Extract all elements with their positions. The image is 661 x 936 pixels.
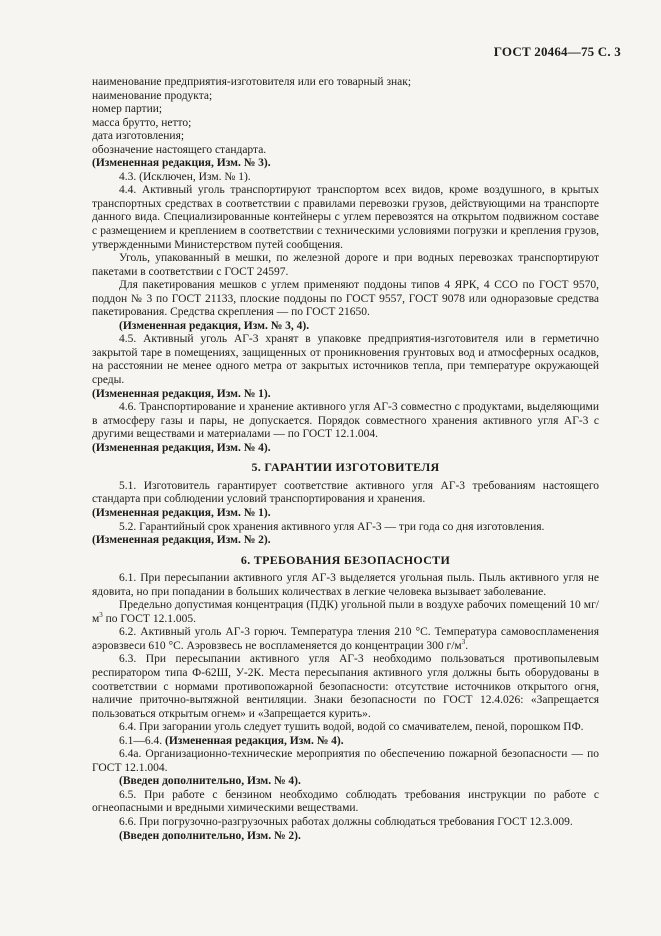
document-body — [92, 76, 599, 843]
clause-4-5: 4.5. Активный уголь АГ-3 хранят в упаковке предприятия-изготовителя или в герметично закрытой таре в помещениях, защищенных от проникновения грунтовых вод и атмосферных осадков, на расстоянии не менее одного метра от закрытых источников тепла, при температуре окружающей среды. — [92, 333, 599, 387]
section-heading-5: 5. ГАРАНТИИ ИЗГОТОВИТЕЛЯ — [251, 460, 440, 475]
clause-4-4: 4.4. Активный уголь транспортируют транспортом всех видов, кроме воздушного, в крытых транспортных средствах в соответствии с правилами перевозки грузов, действующими на транспорте данного вида. Специализированные контейнеры с углем перевозятся на открытом подвижном составе с размещением и креплением в соответствии с техническими условиями погрузки и крепления грузов, утвержденными Министерством путей сообщения. — [92, 184, 599, 251]
amendment-note: (Измененная редакция, Изм. № 3). — [92, 157, 271, 170]
amendment-note: (Измененная редакция, Изм. № 4). — [92, 441, 271, 454]
clause-6-1-paragraph-2 — [92, 599, 599, 626]
clause-6-2 — [92, 626, 599, 653]
amendment-note: (Измененная редакция, Изм. № 1). — [92, 506, 271, 519]
amendment-note: (Введен дополнительно, Изм. № 2). — [119, 829, 301, 842]
amendment-note: (Измененная редакция, Изм. № 3, 4). — [119, 319, 310, 332]
clause-4-6: 4.6. Транспортирование и хранение активного угля АГ-3 совместно с продуктами, выделяющими в атмосферу газы и пары, не допускается. Порядок совместного хранения активного угля АГ-3 с другими веществами и материалами — по ГОСТ 12.1.004. — [92, 401, 599, 441]
superscript: 3 — [461, 638, 466, 647]
clause-6-1: 6.1. При пересыпании активного угля АГ-3 выделяется угольная пыль. Пыль активного угля не ядовита, но при попадании в больших количествах в легкие человека вызывает заболевание. — [92, 572, 599, 598]
page-header: ГОСТ 20464—75 С. 3 — [493, 44, 621, 59]
amendment-note: (Введен дополнительно, Изм. № 4). — [119, 775, 301, 788]
intro-line: наименование продукта; — [92, 89, 213, 102]
clause-5-1: 5.1. Изготовитель гарантирует соответствие активного угля АГ-3 требованиям настоящего стандарта при соблюдении условий транспортирования и хранения. — [92, 479, 599, 506]
clause-6-4: 6.4. При загорании уголь следует тушить водой, водой со смачивателем, пеной, порошком ПФ. — [119, 721, 584, 734]
intro-line: обозначение настоящего стандарта. — [92, 143, 267, 156]
clause-6-4a: 6.4а. Организационно-технические мероприятия по обеспечению пожарной безопасности — по ГОСТ 12.1.004. — [92, 748, 599, 774]
clause-4-3: 4.3. (Исключен, Изм. № 1). — [119, 170, 251, 183]
amendment-note: (Измененная редакция, Изм. № 4). — [165, 734, 344, 747]
clause-6-3: 6.3. При пересыпании активного угля АГ-3 необходимо пользоваться противопылевым респиратором типа Ф-62Ш, У-2К. Места пересыпания активного угля должны быть оборудованы в соответствии с нормами противопожарной безопасности: отсутствие источников открытого огня, наличие приточно-вытяжной вентиляции. Знаки безопасности по ГОСТ 12.4.026: «Запрещается пользоваться открытым огнем» и «Запрещается курить». — [92, 653, 599, 720]
amendment-note: (Измененная редакция, Изм. № 1). — [92, 387, 271, 400]
intro-line: дата изготовления; — [92, 130, 185, 143]
superscript: 3 — [99, 610, 103, 619]
section-heading-6: 6. ТРЕБОВАНИЯ БЕЗОПАСНОСТИ — [240, 552, 451, 567]
clause-4-4-paragraph-2: Уголь, упакованный в мешки, по железной дороге и при водных перевозках транспортируют пакетами в соответствии с ГОСТ 24597. — [92, 252, 599, 278]
intro-line: номер партии; — [92, 103, 163, 116]
clause-text: . — [465, 639, 469, 652]
clause-5-2: 5.2. Гарантийный срок хранения активного угля АГ-3 — три года со дня изготовления. — [119, 520, 545, 533]
clause-text: 6.2. Активный уголь АГ-3 горюч. Температура тления 210 °С. Температура самовоспламенения аэровзвеси 610 °С. Аэровзвесь не воспламеняется до концентрации 300 г/м — [92, 626, 599, 652]
intro-line: наименование предприятия-изготовителя или его товарный знак; — [92, 76, 412, 88]
clause-6-1-6-4-amendment — [92, 735, 599, 749]
clause-text: Предельно допустимая концентрация (ПДК) угольной пыли в воздухе рабочих помещений 10 мг/м — [92, 599, 599, 625]
clause-6-5: 6.5. При работе с бензином необходимо соблюдать требования инструкции по работе с огнеопасными и вредными химическими веществами. — [92, 788, 599, 815]
clause-text: по ГОСТ 12.1.005. — [102, 612, 196, 625]
clause-6-6: 6.6. При погрузочно-разгрузочных работах должны соблюдаться требования ГОСТ 12.3.009. — [119, 815, 573, 828]
amendment-note: (Измененная редакция, Изм. № 2). — [92, 534, 271, 547]
intro-line: масса брутто, нетто; — [92, 116, 192, 129]
clause-number: 6.1—6.4. — [119, 734, 163, 747]
clause-4-4-paragraph-3: Для пакетирования мешков с углем применяют поддоны типов 4 ЯРК, 4 ССО по ГОСТ 9570, поддон № 3 по ГОСТ 21133, плоские поддоны по ГОСТ 9557, ГОСТ 9078 или одноразовые средства пакетирования. Средства скрепления — по ГОСТ 21650. — [92, 279, 599, 319]
